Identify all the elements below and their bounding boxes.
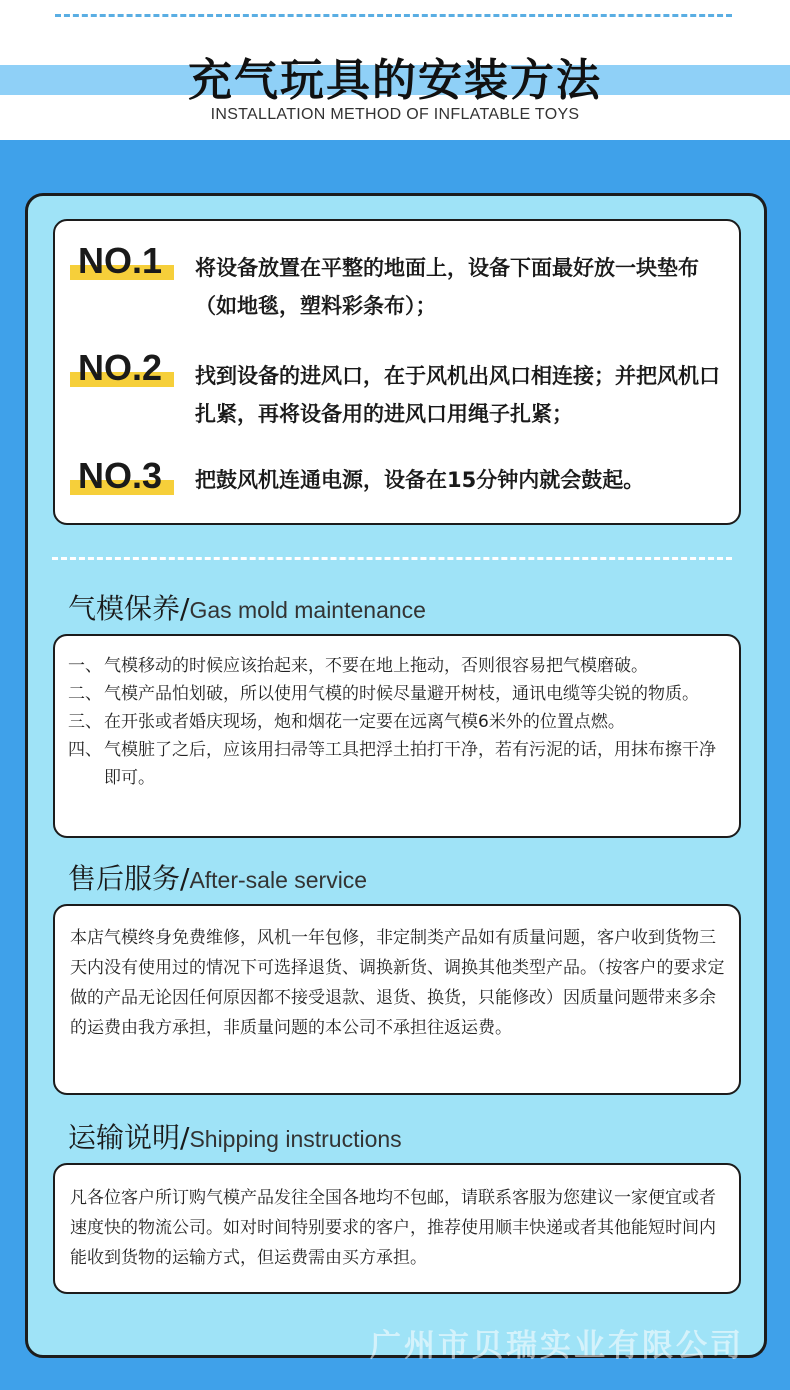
step-text-1: 将设备放置在平整的地面上，设备下面最好放一块垫布（如地毯，塑料彩条布）； — [195, 256, 699, 318]
list-item-number: 三、 — [68, 712, 102, 732]
list-item — [68, 680, 728, 708]
maintenance-list — [68, 652, 728, 792]
list-item-number: 四、 — [68, 740, 102, 760]
shipping-heading-cn: 运输说明/ — [68, 1121, 190, 1154]
page-title: 充气玩具的安装方法 — [188, 55, 602, 106]
after-sale-text: 本店气模终身免费维修，风机一年包修，非定制类产品如有质量问题，客户收到货物三天内没有使用过的情况下可选择退货、调换新货、调换其他类型产品。（按客户的要求定做的产品无论因任何原因都不接受退款、退货、换货，只能修改）因质量问题带来多余的运费由我方承担，非质量问题的本公司不承担往返运费。 — [70, 928, 725, 1038]
list-item-number: 一、 — [68, 656, 102, 676]
list-item-text: 气模移动的时候应该抬起来，不要在地上拖动，否则很容易把气模磨破。 — [104, 656, 648, 676]
after-sale-heading — [68, 857, 367, 897]
after-sale-card — [53, 904, 741, 1095]
page-subtitle: INSTALLATION METHOD OF INFLATABLE TOYS — [210, 106, 580, 123]
step-number-3: NO.3 — [78, 455, 178, 497]
list-item — [68, 708, 728, 736]
step-number-1: NO.1 — [78, 240, 178, 282]
maintenance-heading-cn: 气模保养/ — [68, 592, 190, 625]
step-text-3: 把鼓风机连通电源，设备在15分钟内就会鼓起。 — [195, 468, 645, 492]
middle-dashed-divider — [52, 557, 732, 560]
maintenance-card — [53, 634, 741, 838]
shipping-heading — [68, 1116, 402, 1156]
list-item-text: 气模产品怕划破，所以使用气模的时候尽量避开树枝，通讯电缆等尖锐的物质。 — [104, 684, 699, 704]
list-item-text: 在开张或者婚庆现场，炮和烟花一定要在远离气模6米外的位置点燃。 — [104, 712, 625, 732]
shipping-card — [53, 1163, 741, 1294]
after-sale-heading-cn: 售后服务/ — [68, 862, 190, 895]
step-number-2: NO.2 — [78, 347, 178, 389]
company-watermark: 广州市贝瑞实业有限公司 — [370, 1328, 744, 1364]
list-item — [68, 652, 728, 680]
top-dashed-divider — [55, 14, 732, 17]
maintenance-heading — [68, 587, 426, 627]
maintenance-heading-en: Gas mold maintenance — [189, 597, 426, 623]
after-sale-heading-en: After-sale service — [189, 867, 368, 893]
list-item — [68, 736, 728, 792]
step-text-2: 找到设备的进风口，在于风机出风口相连接；并把风机口扎紧，再将设备用的进风口用绳子扎紧； — [195, 364, 720, 426]
list-item-number: 二、 — [68, 684, 102, 704]
list-item-text: 气模脏了之后，应该用扫帚等工具把浮土拍打干净，若有污泥的话，用抹布擦干净即可。 — [104, 740, 716, 788]
shipping-heading-en: Shipping instructions — [189, 1126, 402, 1152]
shipping-text: 凡各位客户所订购气模产品发往全国各地均不包邮，请联系客服为您建议一家便宜或者速度快的物流公司。如对时间特别要求的客户，推荐使用顺丰快递或者其他能短时间内能收到货物的运输方式，但运费需由买方承担。 — [70, 1188, 716, 1268]
